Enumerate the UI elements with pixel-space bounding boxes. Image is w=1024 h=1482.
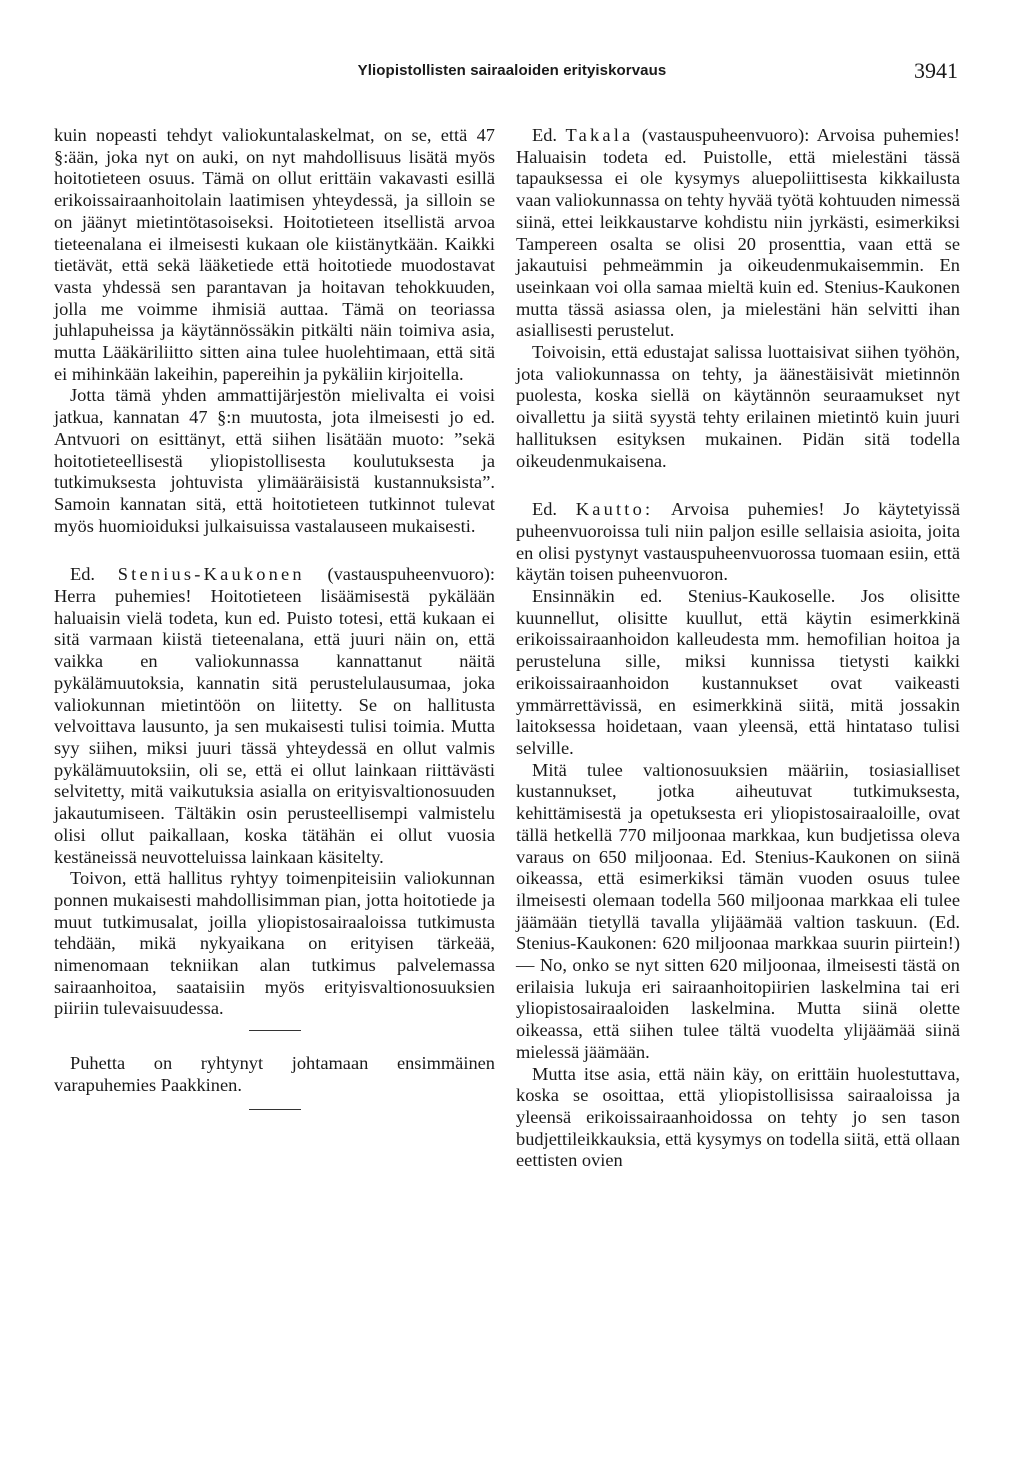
speech-paragraph — [516, 125, 960, 342]
speaker-name: Kautto: — [575, 499, 654, 520]
speech-paragraph — [54, 564, 495, 868]
speech-text: (vastauspuheenvuoro): Herra puhemies! Hoitotieteen lisäämisestä pykälään haluaisin vielä todeta, kun ed. Puisto totesi, että kukaan ei sitä varmaan kiistä tieteenalana, että juuri näin on, että vaikka en valiokunnassa kannattanut näitä pykälämuutoksia, kannatin sitä perustelulausumaa, joka valiokunnan mietintöön on liitetty. Se on hallitusta velvoittava lausunto, ja sen mukaisesti tulisi toimia. Mutta syy siihen, miksi juuri tässä yhteydessä en ollut valmis pykälämuutoksiin, oli se, että ei ollut lainkaan riittävästi selvitetty, mitä vaikutuksia asialla on erityisvaltionosuuden jakautumiseen. Tältäkin osin perusteellisempi valmistelu olisi ollut paikallaan, koska tätähän ei ollut vuosia kestäneissä neuvotteluissa lainkaan käsitelty. — [54, 564, 495, 867]
paragraph: Toivoisin, että edustajat salissa luottaisivat siihen työhön, jota valiokunnassa on tehty, ja äänestäisivät mietinnön puolesta, koska siellä on käytännön seuraamukset nyt oivallettu ja siitä syystä tehty erilainen mietintö kuin juuri hallituksen esityksen mukainen. Pidän sitä todella oikeudenmukaisena. — [516, 342, 960, 471]
paragraph: Mutta itse asia, että näin käy, on erittäin huolestuttava, koska se osoittaa, että yliopistollisissa sairaaloissa ja yleensä erikoissairaanhoidossa on tehty jo sen tason budjettileikkauksia, että kysymys on todella siitä, että ollaan eettisten ovien — [516, 1063, 960, 1171]
paragraph: Mitä tulee valtionosuuksien määriin, tosiasialliset kustannukset, jotka aiheutuvat tutkimuksesta, kehittämisestä ja opetuksesta eri yliopistosairaaloille, ovat tällä hetkellä 770 miljoonaa markkaa, kun budjetissa oleva varaus on 650 miljoonaa. Ed. Stenius-Kaukonen on siinä oikeassa, että esimerkiksi tämän vuoden osuus tulee ilmeisesti olemaan todella 560 miljoonaa markkaa eli tulee jäämään tietyllä tavalla ylijäämää valtion taskuun. (Ed. Stenius-Kaukonen: 620 miljoonaa markkaa suurin piirtein!) — No, onko se nyt sitten 620 miljoonaa, ilmeisesti tästä on erilaisia lukuja eri sairaanhoitopiirien laskelmina tai eri yliopistosairaaloiden laskelmina. Mutta siinä olette oikeassa, että siihen tulee tältä vuodelta ylijäämää siinä mielessä jäämään. — [516, 759, 960, 1062]
page-number: 3941 — [914, 58, 958, 83]
speech-prefix: Ed. — [532, 499, 576, 520]
speech-paragraph — [516, 499, 960, 586]
speech-text: (vastauspuheenvuoro): Arvoisa puhemies! Haluaisin todeta ed. Puistolle, että mielestäni tässä tapauksessa ei ole kysymys aluepoliittisesta kikkailusta vaan valiokunnassa on tehty hyvää työtä kohtuuden nimessä siinä, ettei leikkaustarve kohdistu niin jyrkästi, esimerkiksi Tampereen osalta se olisi 20 prosenttia, vaan että se jakautuisi pehmeämmin ja oikeudenmukaisemmin. En useinkaan voi olla samaa mieltä kuin ed. Stenius-Kaukonen mutta tässä asiassa olen, ja mielestäni hän selvitti ihan asiallisesti perustelut. — [516, 125, 960, 341]
speaker-name: Stenius-Kaukonen — [117, 564, 305, 585]
section-rule — [249, 1109, 301, 1110]
speaker-name: Takala — [565, 125, 634, 145]
speech-prefix: Ed. — [532, 125, 566, 145]
paragraph: Jotta tämä yhden ammattijärjestön mielivalta ei voisi jatkua, kannatan 47 §:n muutosta, jota ilmeisesti jo ed. Antvuori on esittänyt, että siihen lisätään muoto: ”sekä hoitotieteellisestä yliopistollisesta koulutuksesta ja tutkimuksesta johtuvista ylimääräisistä kustannuksista”. Samoin kannatan sitä, että hoitotieteen tutkinnot tulevat myös huomioiduksi julkaisuissa vastalauseen mukaisesti. — [54, 385, 495, 536]
left-column — [54, 125, 495, 1110]
right-column — [516, 125, 960, 1172]
running-header-title: Yliopistollisten sairaaloiden erityiskorvaus — [357, 62, 667, 79]
paragraph: kuin nopeasti tehdyt valiokuntalaskelmat, on se, että 47 §:ään, joka nyt on auki, on nyt mahdollisuus lisätä myös hoitotieteen osuus. Tämä on ollut erittäin vakavasti esillä erikoissairaanhoitolain laatimisen yhteydessä, ja silloin se on jäänyt mietintötasoiseksi. Hoitotieteen itsellistä arvoa tieteenalana ei ilmeisesti kukaan ole kiistänytkään. Kaikki tietävät, että sekä lääketiede että hoitotiede muodostavat vasta yhdessä sen parantavan ja hoitavan tehokkuuden, jolla me voimme ihmisiä auttaa. Tämä on teoriassa juhlapuheissa ja käytännössäkin pitkälti näin toimiva asia, mutta Lääkäriliitto sitten aina tulee huolehtimaan, että sitä ei mihinkään lakeihin, papereihin ja pykäliin kirjoitella. — [54, 125, 495, 384]
speech-text: Arvoisa puhemies! Jo käytetyissä puheenvuoroissa tuli niin paljon esille sellaisia asioita, joita en olisi pystynyt vastauspuheenvuorossa tuomaan esiin, että käytän toisen puheenvuoron. — [516, 499, 961, 585]
paragraph: Ensinnäkin ed. Stenius-Kaukoselle. Jos olisitte kuunnellut, olisitte kuullut, että käytin esimerkkinä erikoissairaanhoidon kalleudesta mm. hemofilian hoitoa ja perusteluna sille, miksi kunnissa tietysti kaikki erikoissairaanhoidon kustannukset ovat vaikeasti ymmärrettävissä, en esimerkkinä siitä, mitä jossakin laitoksessa hoidetaan, vaan yleensä, että hintataso tulisi selville. — [516, 586, 960, 758]
speech-prefix: Ed. — [70, 564, 118, 585]
chair-announcement: Puhetta on ryhtynyt johtamaan ensimmäinen varapuhemies Paakkinen. — [54, 1053, 495, 1095]
paragraph: Toivon, että hallitus ryhtyy toimenpiteisiin valiokunnan ponnen mukaisesti mahdollisimman pian, jotta hoitotiede ja muut tutkimusalat, joilla yliopistosairaaloissa tutkimusta tehdään, mikä nykyaikana on erityisen tärkeää, nimenomaan tekniikan alan tutkimus palvelemassa sairaanhoitoa, saataisiin myös erityisvaltionosuuksien piiriin tulevaisuudessa. — [54, 868, 495, 1019]
